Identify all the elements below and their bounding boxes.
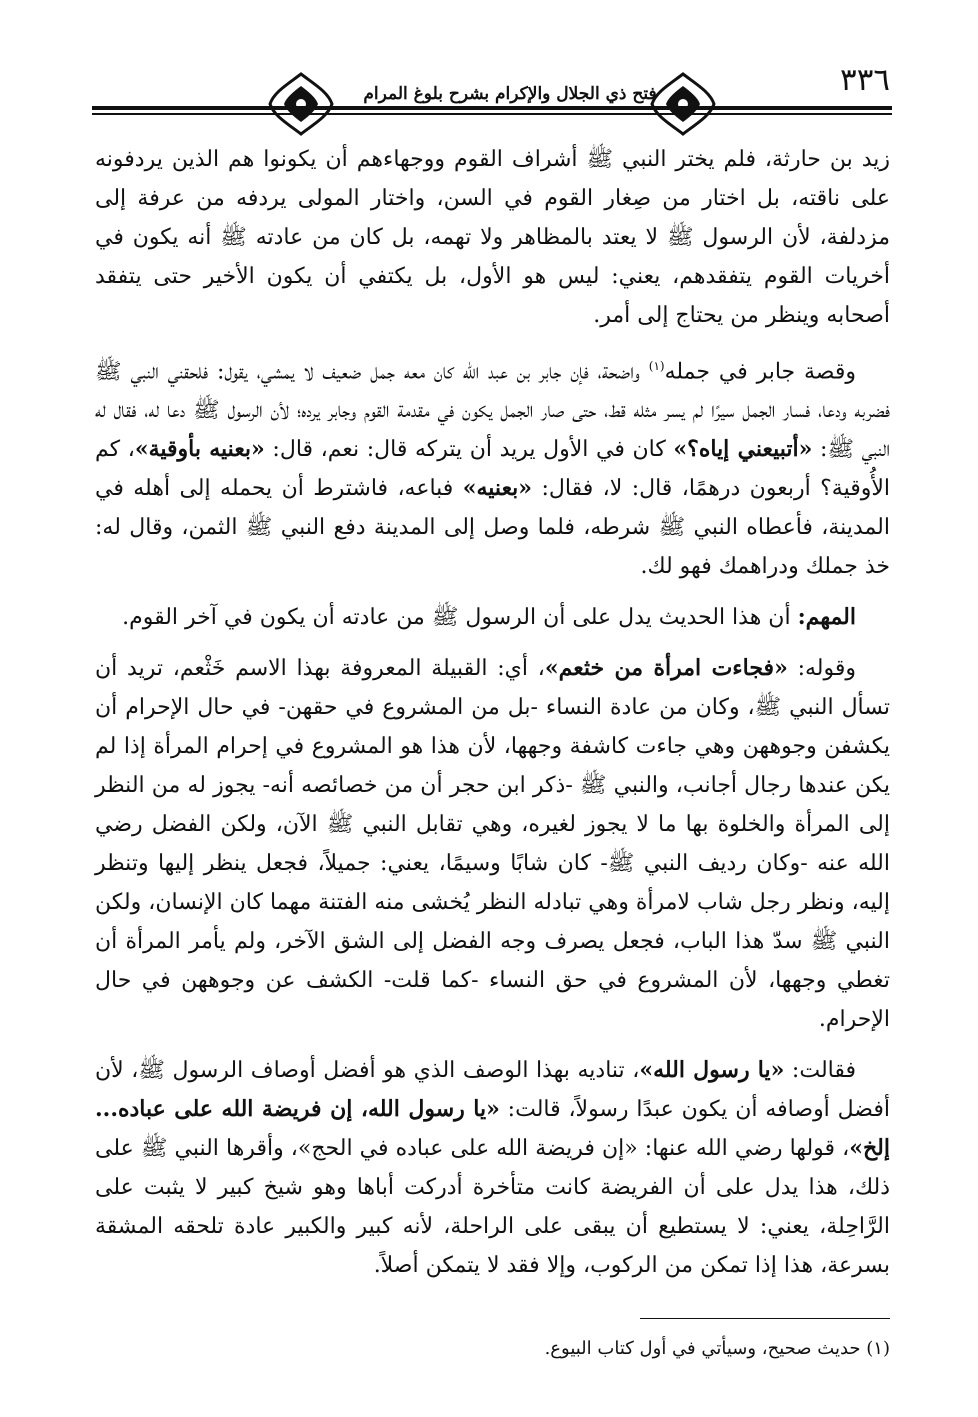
header-rule-thin [92, 113, 892, 115]
page-header [0, 0, 978, 140]
header-rule [92, 106, 892, 110]
ornament-left-icon [266, 70, 336, 138]
main-text [95, 140, 890, 1297]
footnote: (١) حديث صحيح، وسيأتي في أول كتاب البيوع. [544, 1338, 890, 1359]
paragraph-5: فقالت: «يا رسول الله»، تناديه بهذا الوصف الذي هو أفضل أوصاف الرسول ﷺ، لأن أفضل أوصافه أن يكون عبدًا رسولاً، قالت: «يا رسول الله، إن فريضة الله على عباده... إلخ»، قولها رضي الله عنها: «إن فريضة الله على عباده في الحج»، وأقرها النبي ﷺ على ذلك، هذا يدل على أن الفريضة كانت متأخرة أدركت أباها وهو شيخ كبير لا يثبت على الرَّاحِلة، يعني: لا يستطيع أن يبقى على الراحلة، لأنه كبير والكبير عادة تلحقه المشقة بسرعة، هذا إذا تمكن من الركوب، وإلا فقد لا يتمكن أصلاً. [95, 1057, 891, 1279]
paragraph-2: وقصة جابر في جمله$^{(١)}$ واضحة، فإن جابر بن عبد الله كان معه جمل ضعيف لا يمشي، يقول: فلحقني النبي ﷺ فضربه ودعا، فسار الجمل سيرًا لم يسر مثله قط، حتى صار الجمل يكون في مقدمة القوم وجابر يرده؛ لأن الرسول ﷺ دعا له، فقال له النبي ﷺ: «أتبيعني إياه؟» كان في الأول يريد أن يتركه قال: نعم، قال: «بعنيه بأوقية»، كم الأُوقية؟ أربعون درهمًا، قال: لا، فقال: «بعنيه» فباعه، فاشترط أن يحمله إلى أهله في المدينة، فأعطاه النبي ﷺ شرطه، فلما وصل إلى المدينة دفع النبي ﷺ الثمن، وقال له: خذ جملك ودراهمك فهو لك. [95, 359, 891, 580]
ornament-right-icon [648, 70, 718, 138]
book-title: فتح ذي الجلال والإكرام بشرح بلوغ المرام [363, 84, 657, 104]
page-number: ٣٣٦ [840, 62, 890, 98]
footnote-rule [640, 1318, 890, 1319]
footnote-marker: (١) [648, 359, 665, 373]
paragraph-3: المهم: أن هذا الحديث يدل على أن الرسول ﷺ من عادته أن يكون في آخر القوم. [122, 604, 856, 631]
paragraph-4: وقوله: «فجاءت امرأة من خثعم»، أي: القبيلة المعروفة بهذا الاسم خَثْعم، تريد أن تسأل النبي ﷺ، وكان من عادة النساء -بل من المشروع في حقهن- في حال الإحرام أن يكشفن وجوههن وهي جاءت كاشفة وجهها، لأن هذا هو المشروع في إحرام المرأة إذا لم يكن عندها رجال أجانب، والنبي ﷺ -ذكر ابن حجر أن من خصائصه أنه- يجوز له من النظر إلى المرأة والخلوة بها ما لا يجوز لغيره، وهي تقابل النبي ﷺ الآن، ولكن الفضل رضي الله عنه -وكان رديف النبي ﷺ- كان شابًا وسيمًا، يعني: جميلاً، فجعل ينظر إليها وتنظر إليه، ونظر رجل شاب لامرأة وهي تبادله النظر يُخشى منه الفتنة مهما كان الإنسان، ولكن النبي ﷺ سدّ هذا الباب، فجعل يصرف وجه الفضل إلى الشق الآخر، ولم يأمر المرأة أن تغطي وجهها، لأن المشروع في حق النساء -كما قلت- الكشف عن وجوههن في حال الإحرام. [95, 655, 890, 1033]
paragraph-1: زيد بن حارثة، فلم يختر النبي ﷺ أشراف القوم ووجهاءهم أن يكونوا هم الذين يردفونه على ناقته، بل اختار من صِغار القوم في السن، واختار المولى يردفه من عرفة إلى مزدلفة، لأن الرسول ﷺ لا يعتد بالمظاهر ولا تهمه، بل كان من عادته ﷺ أنه يكون في أخريات القوم يتفقدهم، يعني: ليس هو الأول، بل يكتفي أن يكون الأخير حتى يتفقد أصحابه وينظر من يحتاج إلى أمر. [95, 147, 890, 328]
